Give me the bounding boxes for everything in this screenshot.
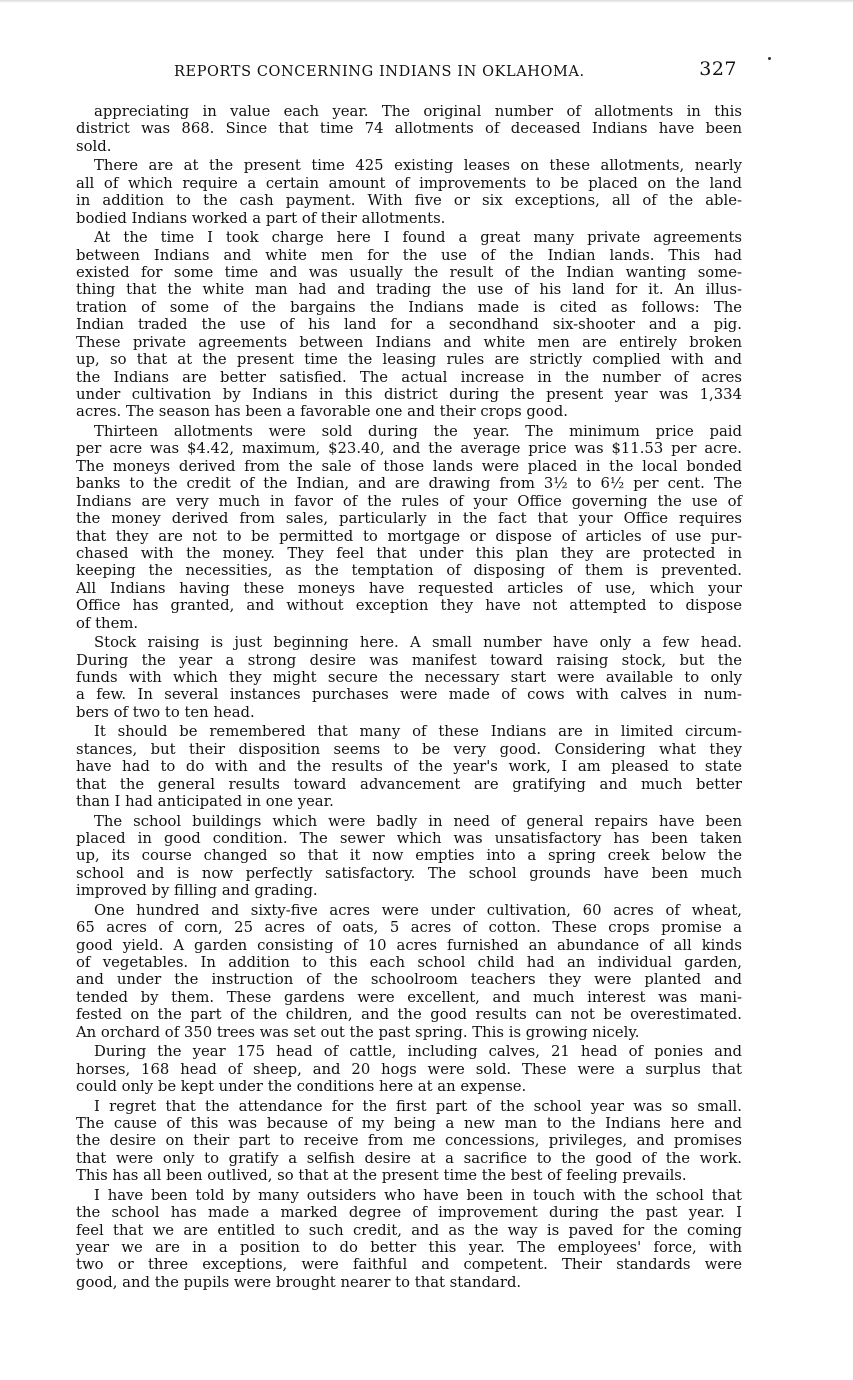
text-line: good, and the pupils were brought nearer to that standard. [76, 1273, 522, 1291]
text-line: Office has granted, and without exception they have not attempted to dispose [76, 597, 742, 615]
text-line: I have been told by many outsiders who have been in touch with the school that [94, 1186, 742, 1204]
text-line: All Indians having these moneys have requested articles of use, which your [76, 579, 742, 597]
text-line: sold. [76, 137, 112, 155]
text-line: Thirteen allotments were sold during the year. The minimum price paid [94, 422, 742, 440]
text-line: fested on the part of the children, and the good results can not be overestimated. [76, 1006, 742, 1024]
text-line: tration of some of the bargains the Indians made is cited as follows: The [76, 298, 742, 316]
text-line: of them. [76, 614, 139, 632]
running-head [76, 58, 740, 88]
text-line: year we are in a position to do better this year. The employees' force, with [76, 1239, 742, 1256]
text-line: two or three exceptions, were faithful and competent. Their standards were [76, 1256, 742, 1274]
text-line: banks to the credit of the Indian, and are drawing from 3½ to 6½ per cent. The [76, 475, 742, 493]
text-line: One hundred and sixty-five acres were under cultivation, 60 acres of wheat, [94, 901, 742, 919]
text-line: the money derived from sales, particularly in the fact that your Office requires [76, 510, 742, 528]
paragraph [76, 1187, 742, 1292]
text-line: a few. In several instances purchases were made of cows with calves in num- [76, 686, 742, 704]
ink-speck [768, 57, 771, 60]
text-line: feel that we are entitled to such credit, and as the way is paved for the coming [76, 1221, 742, 1239]
paragraph [76, 902, 742, 1042]
text-line: up, its course changed so that it now empties into a spring creek below the [76, 847, 742, 865]
text-line: good yield. A garden consisting of 10 acres furnished an abundance of all kinds [76, 936, 742, 954]
text-line: 65 acres of corn, 25 acres of oats, 5 acres of cotton. These crops promise a [76, 919, 742, 937]
text-line: During the year 175 head of cattle, including calves, 21 head of ponies and [94, 1043, 742, 1061]
paragraph [76, 723, 742, 810]
paragraph [76, 423, 742, 632]
text-line: in addition to the cash payment. With five or six exceptions, all of the able- [76, 192, 742, 210]
text-line: thing that the white man had and trading the use of his land for it. An illus- [76, 281, 742, 299]
text-line: have had to do with and the results of the year's work, I am pleased to state [76, 758, 742, 776]
paragraph [76, 1043, 742, 1095]
text-line: tended by them. These gardens were excellent, and much interest was mani- [76, 988, 742, 1006]
text-line: keeping the necessities, as the temptation of disposing of them is prevented. [76, 562, 742, 580]
page-number: 327 [699, 58, 737, 80]
paragraph [76, 103, 742, 155]
text-line: I regret that the attendance for the first part of the school year was so small. [94, 1097, 742, 1115]
text-line: During the year a strong desire was manifest toward raising stock, but the [76, 651, 742, 669]
text-line: that the general results toward advancement are gratifying and much better [76, 775, 742, 793]
text-line: between Indians and white men for the use of the Indian lands. This had [76, 246, 742, 264]
text-line: and under the instruction of the schoolroom teachers they were planted and [76, 971, 742, 989]
text-line: The moneys derived from the sale of those lands were placed in the local bonded [76, 457, 742, 475]
body-text [76, 103, 742, 1293]
text-line: the school has made a marked degree of improvement during the past year. I [76, 1204, 742, 1222]
text-line: These private agreements between Indians and white men are entirely broken [76, 333, 742, 351]
text-line: that they are not to be permitted to mortgage or dispose of articles of use pur- [76, 527, 742, 545]
scan-edge [0, 0, 853, 3]
text-line: all of which require a certain amount of improvements to be placed on the land [76, 174, 742, 192]
text-line: under cultivation by Indians in this district during the present year was 1,334 [76, 386, 742, 403]
text-line: Indian traded the use of his land for a secondhand six-shooter and a pig. [76, 316, 742, 334]
text-line: appreciating in value each year. The original number of allotments in this [94, 103, 742, 120]
text-line: At the time I took charge here I found a great many private agreements [94, 229, 742, 247]
text-line: up, so that at the present time the leasing rules are strictly complied with and [76, 351, 742, 369]
text-line: The cause of this was because of my being a new man to the Indians here and [76, 1114, 742, 1132]
text-line: There are at the present time 425 existing leases on these allotments, nearly [94, 157, 742, 175]
text-line: This has all been outlived, so that at the present time the best of feeling prevails. [76, 1167, 687, 1185]
text-line: district was 868. Since that time 74 allotments of deceased Indians have been [76, 120, 742, 138]
paragraph [76, 813, 742, 900]
text-line: funds with which they might secure the necessary start were available to only [76, 669, 742, 686]
text-line: the desire on their part to receive from me concessions, privileges, and promises [76, 1132, 742, 1150]
text-line: bers of two to ten head. [76, 703, 255, 721]
text-line: existed for some time and was usually the result of the Indian wanting some- [76, 263, 742, 281]
text-line: stances, but their disposition seems to be very good. Considering what they [76, 740, 742, 758]
paragraph [76, 157, 742, 227]
text-line: An orchard of 350 trees was set out the past spring. This is growing nicely. [76, 1023, 640, 1041]
text-line: Indians are very much in favor of the rules of your Office governing the use of [76, 492, 742, 510]
running-head-title: REPORTS CONCERNING INDIANS IN OKLAHOMA. [174, 64, 585, 80]
text-line: could only be kept under the conditions here at an expense. [76, 1078, 527, 1096]
text-line: school and is now perfectly satisfactory. The school grounds have been much [76, 864, 742, 882]
text-line: chased with the money. They feel that under this plan they are protected in [76, 544, 742, 562]
text-line: It should be remembered that many of these Indians are in limited circum- [94, 723, 742, 741]
text-line: acres. The season has been a favorable one and their crops good. [76, 403, 568, 421]
text-line: bodied Indians worked a part of their allotments. [76, 209, 446, 227]
text-line: placed in good condition. The sewer which was unsatisfactory has been taken [76, 829, 742, 847]
text-line: per acre was $4.42, maximum, $23.40, and the average price was $11.53 per acre. [76, 440, 742, 458]
text-line: of vegetables. In addition to this each school child had an individual garden, [76, 954, 742, 971]
text-line: the Indians are better satisfied. The actual increase in the number of acres [76, 368, 742, 386]
text-line: horses, 168 head of sheep, and 20 hogs were sold. These were a surplus that [76, 1060, 742, 1078]
paragraph [76, 229, 742, 421]
paragraph [76, 1098, 742, 1185]
paragraph [76, 634, 742, 721]
text-line: Stock raising is just beginning here. A small number have only a few head. [94, 634, 742, 652]
text-line: improved by filling and grading. [76, 882, 318, 900]
text-line: The school buildings which were badly in need of general repairs have been [94, 812, 742, 830]
text-line: that were only to gratify a selfish desire at a sacrifice to the good of the work. [76, 1149, 742, 1167]
text-line: than I had anticipated in one year. [76, 793, 334, 811]
